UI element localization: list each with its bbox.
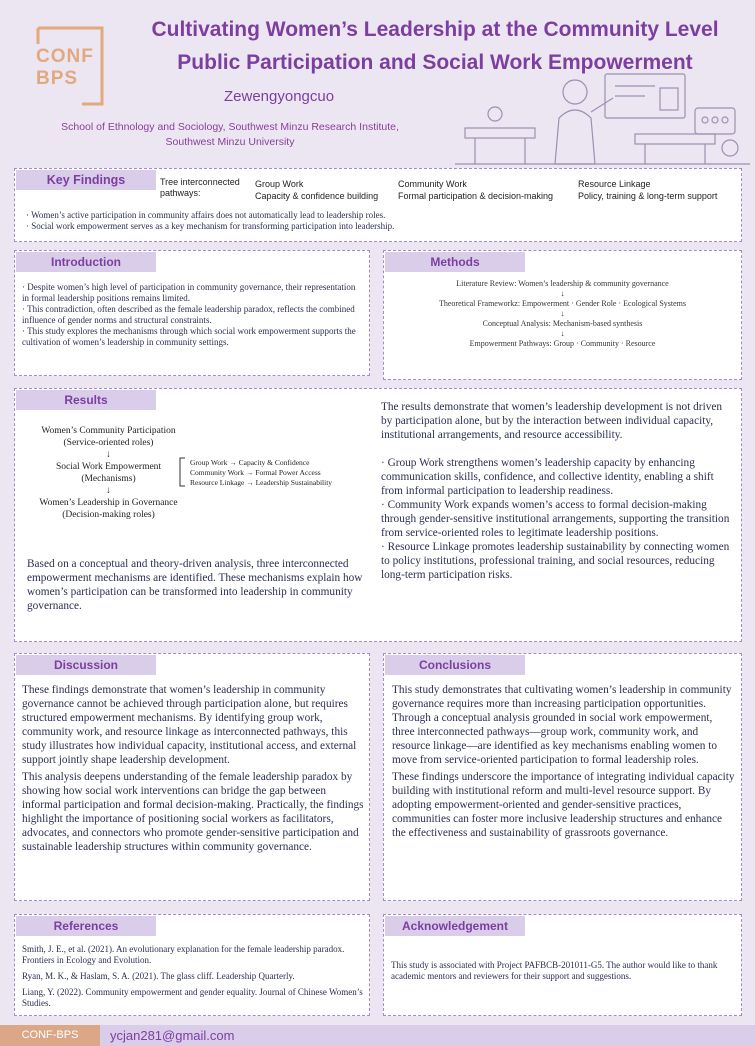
arrow-down-icon: ↓ <box>560 309 565 318</box>
title-line-1: Cultivating Women’s Leadership at the Community Level <box>151 18 719 41</box>
arrow-down-icon: ↓ <box>560 289 565 298</box>
key-findings-bullets: · Women’s active participation in community affairs does not automatically lead to leadership roles. · Social work empowerment serves as a key mechanism for transforming participation into leadership. <box>26 210 395 231</box>
introduction-heading: Introduction <box>16 252 156 272</box>
diagram-branches <box>190 458 332 488</box>
reference-item: Smith, J. E., et al. (2021). An evolutionary explanation for the female leadership paradox. Frontiers in Ecology and Evolution. <box>22 944 345 965</box>
affiliation-line-1: School of Ethnology and Sociology, Southwest Minzu Research Institute, <box>61 121 399 133</box>
references-list <box>22 944 364 1009</box>
branch-community-work: Community Work → Formal Power Access <box>190 468 321 477</box>
affiliation-line-2: Southwest Minzu University <box>165 136 295 148</box>
conclusions-text: This study demonstrates that cultivating women’s leadership in community governance requires more than increasing participation opportunities. Through a conceptual analysis grounded in social work empowerment, three interconnected pathways—group work, community work, and resource linkage—are identified as key mechanisms enabling women to move from service-oriented participation to formal leadership roles. These findings underscore the importance of integrating individual capacity building with institutional reform and multi-level resource support. By adopting empowerment-oriented and gender-sensitive practices, communities can foster more inclusive leadership structures and enhance the effectiveness and sustainability of grassroots governance. <box>392 684 735 839</box>
discussion-heading: Discussion <box>16 655 156 675</box>
methods-heading: Methods <box>385 252 525 272</box>
diagram-node-empowerment: Social Work Empowerment <box>55 462 162 472</box>
introduction-text: · Despite women’s high level of participation in community governance, their representation in formal leadership positions remains limited. · This contradiction, often described as the female leadership paradox, reflects the combined influence of gender norms and structural constraints. · This study explores the mechanisms through which social work empowerment supports the cultivation of women’s leadership in community settings. <box>22 282 356 347</box>
results-summary: Based on a conceptual and theory-driven analysis, three interconnected empowerment mechanisms are identified. These mechanisms explain how women’s participation can be transformed into leadership in community governance. <box>27 558 363 612</box>
pathways-label: Tree interconnected pathways: <box>160 177 240 198</box>
pathway-community-work: Community Work Formal participation & decision-making <box>398 179 554 201</box>
branch-resource-linkage: Resource Linkage → Leadership Sustainability <box>190 478 333 487</box>
logo-text: CONF BPS <box>36 46 94 89</box>
community-meeting-illustration-icon <box>455 68 750 168</box>
author-name: Zewengyongcuo <box>224 88 335 105</box>
contact-email-link[interactable]: ycjan281@gmail.com <box>110 1028 235 1043</box>
pathway-resource-linkage: Resource Linkage Policy, training & long-term support <box>578 179 718 201</box>
bracket-icon <box>178 457 186 487</box>
diagram-node-leadership: Women’s Leadership in Governance <box>39 498 178 508</box>
reference-item: Liang, Y. (2022). Community empowerment and gender equality. Journal of Chinese Women’s Studies. <box>22 987 363 1008</box>
key-findings-heading: Key Findings <box>16 170 156 190</box>
arrow-down-icon: ↓ <box>106 486 111 496</box>
method-step-analysis: Conceptual Analysis: Mechanism-based synthesis <box>482 319 643 328</box>
title-line-2: Public Participation and Social Work Empowerment <box>177 51 693 74</box>
arrow-down-icon: ↓ <box>560 329 565 338</box>
arrow-down-icon: ↓ <box>106 450 111 460</box>
references-heading: References <box>16 916 156 936</box>
branch-group-work: Group Work → Capacity & Confidence <box>190 458 310 467</box>
results-heading: Results <box>16 390 156 410</box>
pathway-group-work: Group Work Capacity & confidence building <box>255 179 379 201</box>
methods-flow <box>385 279 740 349</box>
diagram-node-participation: Women’s Community Participation <box>41 426 176 436</box>
acknowledgement-text: This study is associated with Project PAFBCB-201011-G5. The author would like to thank academic mentors and reviewers for their support and suggestions. <box>391 960 718 981</box>
conclusions-heading: Conclusions <box>385 655 525 675</box>
acknowledgement-heading: Acknowledgement <box>385 916 525 936</box>
results-diagram: Women’s Community Participation (Service-oriented roles) ↓ Social Work Empowerment (Mechanisms) ↓ Women’s Leadership in Governance (Decision-making roles) <box>26 425 191 521</box>
method-step-framework: Theoretical Frameworkz: Empowerment · Gender Role · Ecological Systems <box>438 299 687 308</box>
results-explanation: The results demonstrate that women’s leadership development is not driven by participation alone, but by the interaction between individual capacity, institutional arrangements, and resource accessibility. · Group Work strengthens women’s leadership capacity by enhancing communication skills, confidence, and collective identity, enabling a shift from informal participation to leadership readiness. · Community Work expands women’s access to formal decision-making through gender-sensitive institutional arrangements, supporting the transition from service-oriented roles to legitimate leadership positions. · Resource Linkage promotes leadership sustainability by connecting women to policy institutions, professional training, and social resources, reducing long-term participation risks. <box>381 401 730 581</box>
method-step-pathways: Empowerment Pathways: Group · Community · Resource <box>469 339 656 348</box>
footer-label: CONF-BPS <box>0 1025 100 1046</box>
method-step-literature: Literature Review: Women’s leadership & community governance <box>456 279 669 288</box>
discussion-text: These findings demonstrate that women’s leadership in community governance cannot be achieved through participation alone, but requires structured empowerment mechanisms. By identifying group work, community work, and resource linkage as interconnected pathways, this study illustrates how individual capacity, institutional access, and external support jointly shape leadership development. This analysis deepens understanding of the female leadership paradox by showing how social work interventions can bridge the gap between informal participation and formal decision-making. Practically, the findings highlight the importance of positioning social workers as facilitators, advocates, and connectors who promote gender-sensitive participation and sustainable leadership structures within community governance. <box>22 684 364 853</box>
reference-item: Ryan, M. K., & Haslam, S. A. (2021). The glass cliff. Leadership Quarterly. <box>22 971 295 981</box>
